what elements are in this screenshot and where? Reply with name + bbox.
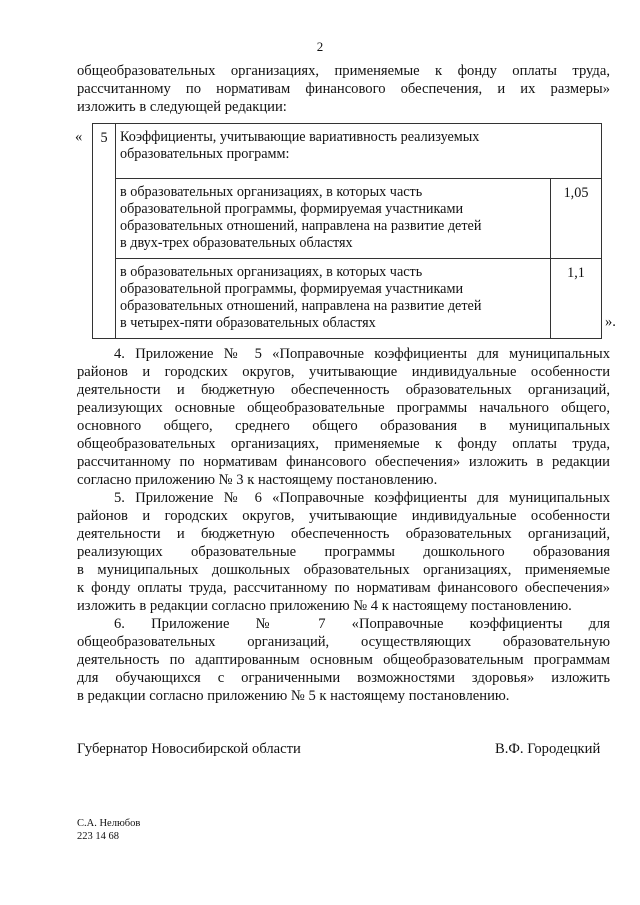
text-line: для обучающихся с ограниченными возможностями здоровья» изложить xyxy=(77,670,610,686)
text-line: реализующих основные общеобразовательные программы начального общего, xyxy=(77,400,610,416)
text-line: в четырех-пяти образовательных областях xyxy=(120,315,376,331)
text-line: образовательной программы, формируемая участниками xyxy=(120,281,464,297)
paragraph-5 xyxy=(77,489,610,615)
text-line: районов и городских округов, учитывающие индивидуальные особенности xyxy=(77,508,610,524)
text-line: общеобразовательных организациях, применяемые к фонду оплаты труда, xyxy=(77,63,610,79)
text-line: в двух-трех образовательных областях xyxy=(120,235,353,251)
row-number-cell: 5 xyxy=(93,124,116,339)
text-line: рассчитанному по нормативам финансового обеспечения» изложить в редакции xyxy=(77,454,610,470)
closing-quote: ». xyxy=(605,314,616,330)
page-number: 2 xyxy=(316,39,324,54)
value-cell: 1,1 xyxy=(551,259,602,339)
text-line: в муниципальных дошкольных образовательных организациях, применяемые xyxy=(77,562,610,578)
opening-quote: « xyxy=(75,129,83,145)
value-cell: 1,05 xyxy=(551,179,602,259)
text-line: 6. Приложение № 7 «Поправочные коэффициенты для xyxy=(114,616,610,632)
text-line: общеобразовательных организаций, осуществляющих образовательную xyxy=(77,634,610,650)
heading-cell xyxy=(116,124,602,179)
text-line: основного общего, среднего общего образования в муниципальных xyxy=(77,418,610,434)
text-line: изложить в следующей редакции: xyxy=(77,99,287,115)
text-line: согласно приложению № 3 к настоящему постановлению. xyxy=(77,472,438,488)
text-line: реализующих образовательные программы дошкольного образования xyxy=(77,544,610,560)
footer-author: С.А. Нелюбов xyxy=(77,818,141,829)
signatory-position: Губернатор Новосибирской области xyxy=(77,741,301,757)
signatory-name: В.Ф. Городецкий xyxy=(495,741,601,757)
text-line: образовательных программ: xyxy=(120,146,290,162)
table-row xyxy=(93,179,602,259)
coefficients-table xyxy=(92,123,602,339)
intro-paragraph xyxy=(77,62,610,116)
text-line: образовательной программы, формируемая участниками xyxy=(120,201,464,217)
text-line: деятельности и бюджетную обеспеченность образовательных организаций, xyxy=(77,526,610,542)
description-cell xyxy=(116,259,551,339)
text-line: Коэффициенты, учитывающие вариативность реализуемых xyxy=(120,129,480,145)
paragraph-6 xyxy=(77,615,610,705)
description-cell xyxy=(116,179,551,259)
text-line: деятельности и бюджетную обеспеченность образовательных организаций, xyxy=(77,382,610,398)
text-line: изложить в редакции согласно приложению № 4 к настоящему постановлению. xyxy=(77,598,572,614)
text-line: в образовательных организациях, в которых часть xyxy=(120,184,423,200)
text-line: 4. Приложение № 5 «Поправочные коэффициенты для муниципальных xyxy=(114,346,610,362)
table-row xyxy=(93,259,602,339)
footer-phone: 223 14 68 xyxy=(77,831,119,842)
text-line: к фонду оплаты труда, рассчитанному по нормативам финансового обеспечения» xyxy=(77,580,610,596)
text-line: рассчитанному по нормативам финансового обеспечения, и их размеры» xyxy=(77,81,610,97)
text-line: общеобразовательных организациях, применяемые к фонду оплаты труда, xyxy=(77,436,610,452)
paragraph-4 xyxy=(77,345,610,489)
text-line: деятельность по адаптированным основным общеобразовательным программам xyxy=(77,652,610,668)
text-line: 5. Приложение № 6 «Поправочные коэффициенты для муниципальных xyxy=(114,490,610,506)
text-line: в образовательных организациях, в которых часть xyxy=(120,264,423,280)
table-row xyxy=(93,124,602,179)
text-line: районов и городских округов, учитывающие индивидуальные особенности xyxy=(77,364,610,380)
text-line: в редакции согласно приложению № 5 к настоящему постановлению. xyxy=(77,688,510,704)
text-line: образовательных отношений, направлена на развитие детей xyxy=(120,298,482,314)
text-line: образовательных отношений, направлена на развитие детей xyxy=(120,218,482,234)
